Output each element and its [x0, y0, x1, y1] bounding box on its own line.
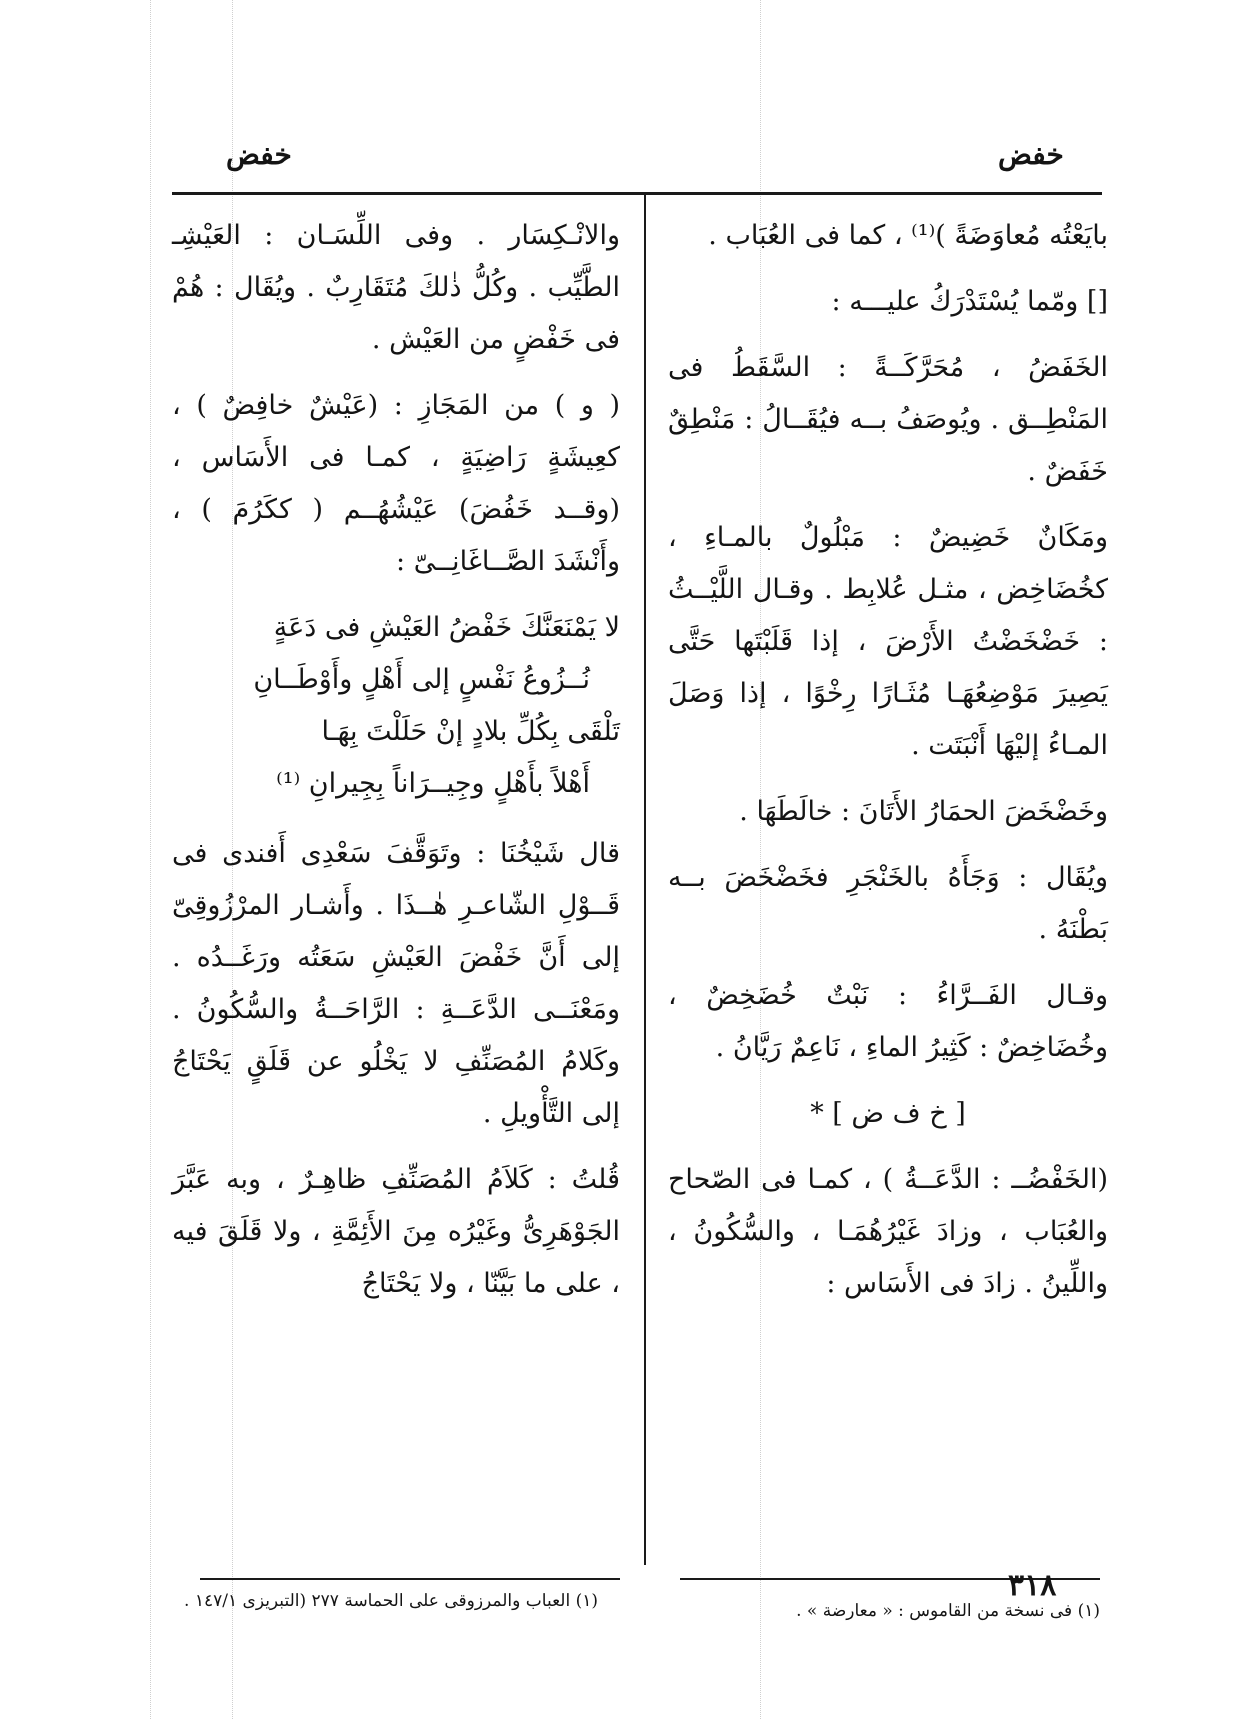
paragraph: ( و ) من المَجَازِ : (عَيْشٌ خافِضٌ ) ، كعِيشَةٍ رَاضِيَةٍ ، كمـا فى الأَسَاس ، (وقــد خَفُضَ) عَيْشُهُــم ( ككَرُمَ ) ، وأَنْشَدَ الصَّــاغَانِــىّ : [172, 390, 620, 577]
verse-hemistich: تَلْقَى بِكُلِّ بلادٍ إنْ حَلَلْتَ بِهَـا [321, 716, 620, 747]
paragraph: بايَعْتُه مُعاوَضَةً )⁽¹⁾ ، كما فى العُبَاب . [708, 220, 1108, 251]
running-head-right: خفض [998, 138, 1064, 171]
entry-heading: [ خ ف ض ] * [810, 1098, 966, 1129]
paragraph: وخَضْخَضَ الحمَارُ الأَتَانَ : خالَطَهَا . [739, 796, 1108, 827]
paragraph: (الخَفْضُــ : الدَّعَــةُ ) ، كمـا فى الصّحاح والعُبَاب ، وزادَ غَيْرُهُمَـا ، والسُّكُونُ ، واللِّينُ . زادَ فى الأَسَاس : [668, 1164, 1108, 1299]
paragraph: ويُقَال : وَجَأَهُ بالخَنْجَرِ فخَضْخَضَ بــه بَطْنَهُ . [668, 862, 1108, 945]
column-separator [644, 195, 646, 1565]
running-head-left: خفض [226, 138, 292, 171]
footnote-right: (١) فى نسخة من القاموس : « معارضة » . [796, 1601, 1100, 1621]
scan-line [150, 0, 151, 1719]
paragraph: وقـال الفَــرَّاءُ : نَبْتٌ خُضَخِضٌ ، وخُضَاخِضٌ : كَثِيرُ الماءِ ، نَاعِمٌ رَيَّانُ . [668, 980, 1108, 1063]
paragraph: قال شَيْخُنَا : وتَوَقَّفَ سَعْدِى أَفندى فى قَــوْلِ الشّاعـرِ هٰــذَا . وأَشـار المرْزُوقِىّ إلى أَنَّ خَفْضَ العَيْشِ سَعَتُه ورَغَــدُه . ومَعْنَــى الدَّعَــةِ : الرَّاحَــةُ والسُّكُونُ . وكَلامُ المُصَنِّفِ لا يَخْلُو عن قَلَقٍ يَحْتَاجُ إلى التَّأْويلِ . [172, 838, 620, 1129]
paragraph: والانْـكِسَار . وفى اللِّسَـان : العَيْشِـ الطَّيِّب . وكُلُّ ذٰلكَ مُتَقَارِبٌ . ويُقَال : هُمْ فى خَفْضٍ من العَيْش . [172, 220, 620, 355]
paragraph: الخَفَضُ ، مُحَرَّكَــةً : السَّقَطُ فى المَنْطِــق . ويُوصَفُ بــه فيُقَــالُ : مَنْطِقٌ خَفَضٌ . [668, 352, 1108, 487]
verse-hemistich: لا يَمْنَعَنَّكَ خَفْضُ العَيْشِ فى دَعَةٍ [273, 612, 620, 643]
poem [172, 602, 620, 810]
paragraph: ومَكَانٌ خَضِيضٌ : مَبْلُولٌ بالمـاءِ ، كخُضَاخِض ، مثـل عُلابِط . وقـال اللَّيْــثُ : خَضْخَضْتُ الأَرْضَ ، إذا قَلَبْتَها حَتَّى يَصِيرَ مَوْضِعُهَـا مُثَـارًا رِخْوًا ، إذا وَصَلَ المـاءُ إليْهَا أَنْبَتَت . [668, 522, 1108, 761]
paragraph: قُلتُ : كَلاَمُ المُصَنِّفِ ظاهِـرٌ ، وبه عَبَّرَ الجَوْهَرِىُّ وغَيْرُه مِنَ الأَئِمَّةِ ، ولا قَلَقَ فيه ، على ما بَيَّنّا ، ولا يَحْتَاجُ [172, 1164, 620, 1299]
paragraph: [] ومّما يُسْتَدْرَكُ عليـــه : [831, 286, 1108, 317]
header-rule [172, 192, 1102, 195]
footnote-left: (١) العباب والمرزوقى على الحماسة ٢٧٧ (التبريزى ١٤٧/١ . [184, 1591, 598, 1611]
verse-hemistich: نُــزُوعُ نَفْسٍ إلى أَهْلٍ وأَوْطَــانِ [253, 664, 590, 695]
left-column [172, 210, 620, 1324]
footnote-rule [200, 1578, 620, 1580]
page-number: ٣١٨ [1008, 1568, 1057, 1603]
verse-hemistich: أَهْلاً بأَهْلٍ وجِيــرَاناً بِجِيرانِ ⁽¹⁾ [276, 768, 590, 799]
right-column [668, 210, 1108, 1324]
